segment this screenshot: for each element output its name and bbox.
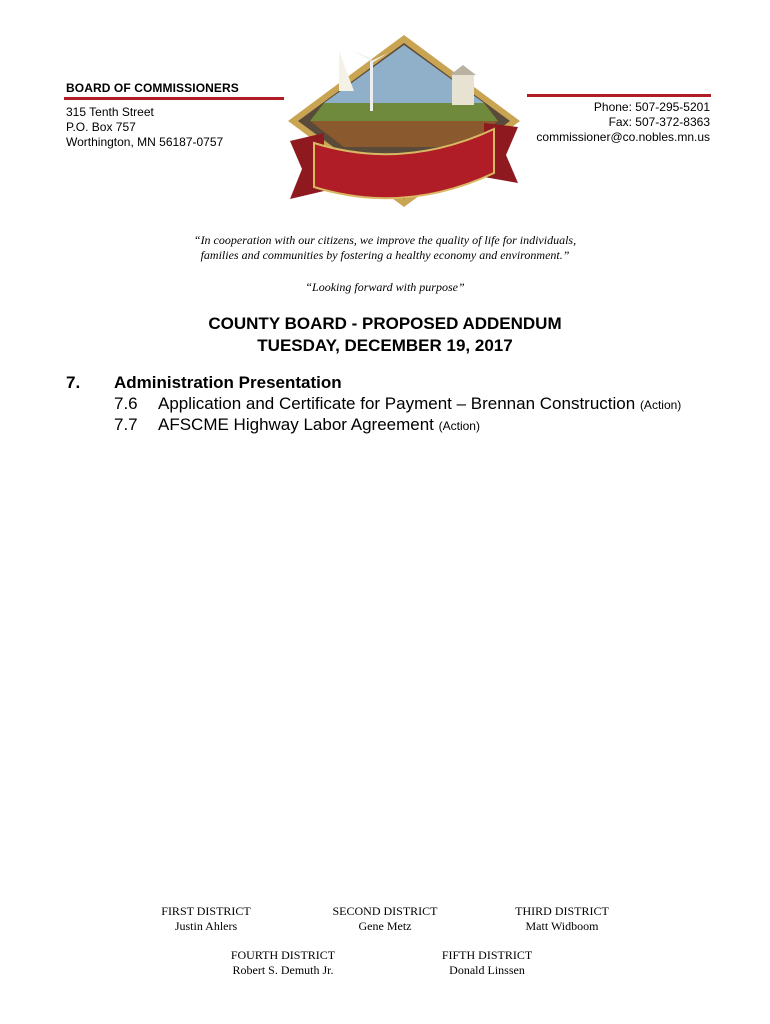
motto: “Looking forward with purpose” — [305, 280, 465, 294]
logo-building-roof — [450, 65, 476, 75]
district-block — [295, 904, 475, 934]
agenda-subitem — [114, 415, 480, 435]
agenda-item-title: Administration Presentation — [114, 373, 342, 392]
commissioner-name: Gene Metz — [358, 919, 412, 933]
district-label: FIFTH DISTRICT — [441, 948, 533, 962]
action-tag: (Action) — [438, 419, 480, 433]
logo-turbine-blade — [354, 51, 372, 61]
mailing-address — [66, 105, 223, 150]
commissioner-name: Donald Linssen — [449, 963, 525, 977]
header-rule-left — [64, 97, 284, 100]
agenda-item-number: 7. — [66, 373, 81, 392]
district-block — [193, 948, 373, 978]
email: commissioner@co.nobles.mn.us — [536, 130, 710, 144]
mission-statement — [0, 233, 770, 263]
address-line: P.O. Box 757 — [66, 120, 136, 134]
action-tag: (Action) — [639, 398, 682, 412]
district-label: FOURTH DISTRICT — [230, 948, 336, 962]
district-block — [397, 948, 577, 978]
commissioner-name: Justin Ahlers — [174, 919, 238, 933]
logo-building — [452, 75, 474, 105]
address-line: Worthington, MN 56187-0757 — [66, 135, 224, 149]
subitem-text: AFSCME Highway Labor Agreement — [158, 415, 439, 434]
district-label: THIRD DISTRICT — [515, 904, 609, 918]
district-block — [116, 904, 296, 934]
fax: Fax: 507-372-8363 — [608, 115, 710, 129]
logo-fields — [310, 103, 498, 121]
logo-turbine-tower — [370, 61, 373, 111]
phone: Phone: 507-295-5201 — [593, 100, 710, 114]
district-label: SECOND DISTRICT — [332, 904, 438, 918]
subitem-number: 7.6 — [114, 394, 138, 413]
board-title: BOARD OF COMMISSIONERS — [66, 81, 239, 95]
header-rule-right — [527, 94, 711, 97]
mission-line: families and communities by fostering a healthy economy and environment.” — [200, 248, 570, 262]
district-label: FIRST DISTRICT — [161, 904, 251, 918]
page-title — [0, 313, 770, 357]
county-logo — [284, 31, 524, 211]
address-line: 315 Tenth Street — [66, 105, 154, 119]
subitem-number: 7.7 — [114, 415, 138, 434]
contact-info — [536, 100, 710, 145]
title-date: TUESDAY, DECEMBER 19, 2017 — [257, 336, 513, 355]
logo-sail — [339, 51, 354, 91]
mission-line: “In cooperation with our citizens, we improve the quality of life for individuals, — [193, 233, 577, 247]
commissioner-name: Robert S. Demuth Jr. — [232, 963, 334, 977]
agenda-subitem — [114, 394, 681, 414]
commissioner-name: Matt Widboom — [525, 919, 599, 933]
subitem-text: Application and Certificate for Payment – Brennan Construction — [158, 394, 640, 413]
district-block — [472, 904, 652, 934]
title-line: COUNTY BOARD - PROPOSED ADDENDUM — [208, 314, 562, 333]
